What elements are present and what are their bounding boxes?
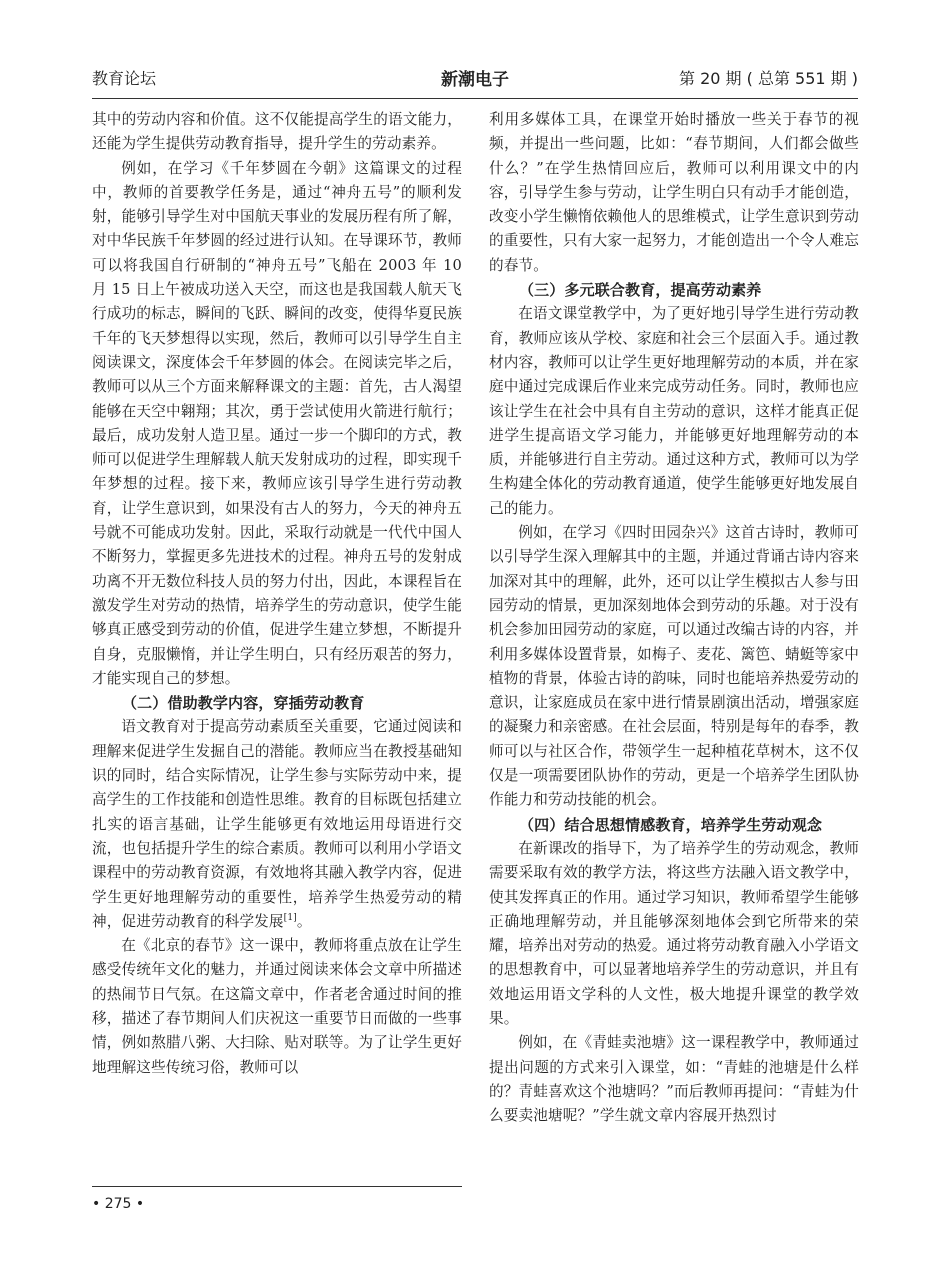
section-heading: （四）结合思想情感教育，培养学生劳动观念 xyxy=(519,815,823,834)
running-header xyxy=(92,62,858,99)
page-number: • 275 • xyxy=(92,1196,145,1212)
paragraph: 在新课改的指导下，为了培养学生的劳动观念，教师需要采取有效的教学方法，将这些方法融入语文教学中，使其发挥真正的作用。通过学习知识，教师希望学生能够正确地理解劳动，并且能够深刻地体会到它所带来的荣耀，培养出对劳动的热爱。通过将劳动教育融入小学语文的思想教育中，可以显著地培养学生的劳动意识，并且有效地运用语文学科的人文性，极大地提升课堂的教学效果。 xyxy=(489,839,859,1027)
paragraph-text: 语文教育对于提高劳动素质至关重要，它通过阅读和理解来促进学生发掘自己的潜能。教师应当在教授基础知识的同时，结合实际情况，让学生参与实际劳动中来，提高学生的工作技能和创造性思维。教育的目标既包括建立扎实的语言基础，让学生能够更有效地运用母语进行交流，也包括提升学生的综合素质。教师可以利用小学语文课程中的劳动教育资源，有效地将其融入教学内容，促进学生更好地理解劳动的重要性，培养学生热爱劳动的精神，促进劳动教育的科学发展 xyxy=(92,718,462,930)
issue-number: 第 20 期 ( 总第 551 期 ) xyxy=(679,69,858,88)
paragraph: 例如，在《青蛙卖池塘》这一课程教学中，教师通过提出问题的方式来引入课堂，如：“青蛙的池塘是什么样的？青蛙喜欢这个池塘吗？”而后教师再提问：“青蛙为什么要卖池塘呢？”学生就文章内容展开热烈讨 xyxy=(489,1034,859,1125)
journal-section-label: 教育论坛 xyxy=(92,69,157,88)
section-heading: （三）多元联合教育，提高劳动素养 xyxy=(519,281,762,300)
section-heading: （二）借助教学内容，穿插劳动教育 xyxy=(122,694,365,713)
paragraph xyxy=(92,715,462,934)
journal-title: 新潮电子 xyxy=(441,70,509,90)
paragraph: 其中的劳动内容和价值。这不仅能提高学生的语文能力，还能为学生提供劳动教育指导，提升学生的劳动素养。 xyxy=(92,111,462,153)
footer-divider xyxy=(92,1186,462,1187)
paragraph: 在《北京的春节》这一课中，教师将重点放在让学生感受传统年文化的魅力，并通过阅读来体会文章中所描述的热闹节日气氛。在这篇文章中，作者老舍通过时间的推移，描述了春节期间人们庆祝这一重要节日而做的一些事情，例如熬腊八粥、大扫除、贴对联等。为了让学生更好地理解这些传统习俗，教师可以 xyxy=(92,937,462,1076)
paragraph-end: 。 xyxy=(296,912,312,930)
paragraph: 在语文课堂教学中，为了更好地引导学生进行劳动教育，教师应该从学校、家庭和社会三个层面入手。通过教材内容，教师可以让学生更好地理解劳动的本质，并在家庭中通过完成课后作业来完成劳动任务。同时，教师也应该让学生在社会中具有自主劳动的意识，这样才能真正促进学生提高语文学习能力，并能够更好地理解劳动的本质，并能够进行自主劳动。通过这种方式，教师可以为学生构建全体化的劳动教育通道，使学生能够更好地发展自己的能力。 xyxy=(489,305,859,517)
paragraph: 例如，在学习《千年梦圆在今朝》这篇课文的过程中，教师的首要教学任务是，通过“神舟五号”的顺利发射，能够引导学生对中国航天事业的发展历程有所了解，对中华民族千年梦圆的经过进行认知。在导课环节，教师可以将我国自行研制的“神舟五号”飞船在 2003 年 10 月 15 日上午被成功送入天空，而这也是我国载人航天飞行成功的标志，瞬间的飞跃、瞬间的改变，使得华夏民族千年的飞天梦想得以实现，然后，教师可以引导学生自主阅读课文，深度体会千年梦圆的体会。在阅读完毕之后，教师可以从三个方面来解释课文的主题：首先，古人渴望能够在天空中翱翔；其次，勇于尝试使用火箭进行航行；最后，成功发射人造卫星。通过一步一个脚印的方式，教师可以促进学生理解载人航天发射成功的过程，即实现千年梦想的过程。接下来，教师应该引导学生进行劳动教育，让学生意识到，如果没有古人的努力，今天的神舟五号就不可能成功发射。因此，采取行动就是一代代中国人不断努力，掌握更多先进技术的过程。神舟五号的发射成功离不开无数位科技人员的努力付出，因此，本课程旨在激发学生对劳动的热情，培养学生的劳动意识，使学生能够真正感受到劳动的价值，促进学生建立梦想，不断提升自身，克服懒惰，并让学生明白，只有经历艰苦的努力，才能实现自己的梦想。 xyxy=(92,159,462,687)
citation-ref: [1] xyxy=(283,912,297,923)
paragraph: 例如，在学习《四时田园杂兴》这首古诗时，教师可以引导学生深入理解其中的主题，并通过背诵古诗内容来加深对其中的理解，此外，还可以让学生模拟古人参与田园劳动的情景，更加深刻地体会到劳动的乐趣。对于没有机会参加田园劳动的家庭，可以通过改编古诗的内容，并利用多媒体设置背景，如梅子、麦花、篱笆、蜻蜓等家中植物的背景，体验古诗的韵味，同时也能培养热爱劳动的意识，让家庭成员在家中进行情景剧演出活动，增强家庭的凝聚力和亲密感。在社会层面，特别是每年的春季，教师可以与社区合作，带领学生一起种植花草树木，这不仅仅是一项需要团队协作的劳动，更是一个培养学生团队协作能力和劳动技能的机会。 xyxy=(489,524,859,809)
paragraph: 利用多媒体工具，在课堂开始时播放一些关于春节的视频，并提出一些问题，比如：“春节期间，人们都会做些什么？”在学生热情回应后，教师可以利用课文中的内容，引导学生参与劳动，让学生明白只有动手才能创造，改变小学生懒惰依赖他人的思维模式，让学生意识到劳动的重要性，只有大家一起努力，才能创造出一个令人难忘的春节。 xyxy=(489,111,859,274)
left-column xyxy=(92,108,462,1080)
right-column xyxy=(489,108,859,1128)
